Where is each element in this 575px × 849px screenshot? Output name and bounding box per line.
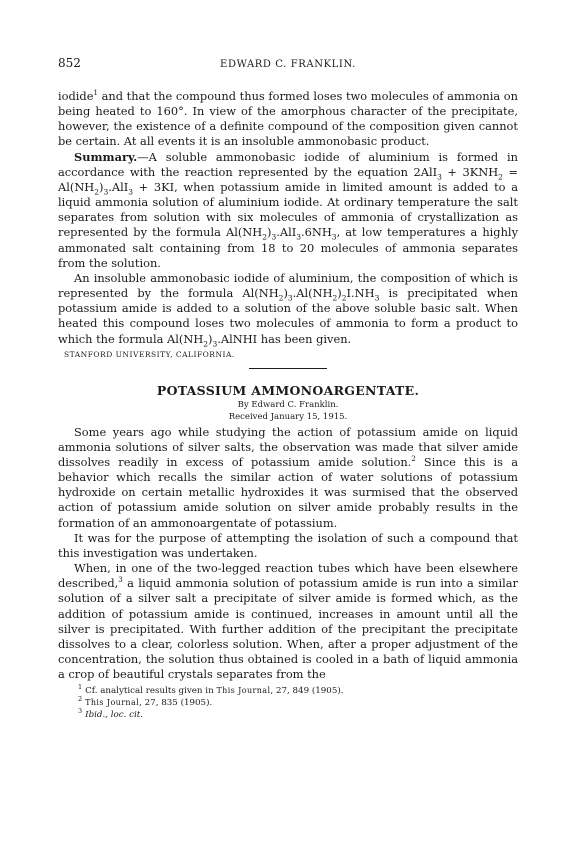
affiliation: STANFORD UNIVERSITY, CALIFORNIA. <box>64 349 235 359</box>
running-title: EDWARD C. FRANKLIN. <box>220 59 356 70</box>
footnote-1: $^1$ Cf. analytical results given in This Journal, 27, 849 (1905). <box>78 683 344 697</box>
footnotes <box>58 685 518 721</box>
prev-article-paragraph-1: iodide$^1$ and that the compound thus formed loses two molecules of ammonia on being heated to 160°. In view of the amorphous character of the precipitate, however, the existence of a definite compound of the composition given cannot be certain. At all events it is an insoluble ammonobasic product. <box>58 89 518 149</box>
article-paragraph-1: Some years ago while studying the action of potassium amide on liquid ammonia solutions of silver salts, the observation was made that silver amide dissolves readily in excess of potassium amide solution.$^2$ Since this is a behavior which recalls the similar action of water solutions of potassium hydroxide on certain metallic hydroxides it was surmised that the observed action of potassium amide solution on silver amide probably results in the formation of an ammonoargentate of potassium. <box>58 424 518 530</box>
received-date: Received January 15, 1915. <box>228 411 348 422</box>
page-number: 852 <box>58 56 81 70</box>
footnote-3: $^3$ Ibid., loc. cit. <box>78 707 144 721</box>
section-divider <box>249 368 327 369</box>
byline: By Edward C. Franklin. <box>237 399 339 410</box>
running-header <box>58 56 518 71</box>
footnote-ref-2: 2 <box>411 455 416 464</box>
footnote-ref-1: 1 <box>93 89 98 98</box>
summary-label: Summary. <box>74 149 138 164</box>
article-paragraph-3: When, in one of the two-legged reaction tubes which have been elsewhere described,$^3$ a liquid ammonia solution of potassium amide is run into a similar solution of a silver salt a precipitate of silver amide is formed which, as the addition of potassium amide is continued, increases in amount until all the silver is precipitated. With further addition of the precipitant the precipitate dissolves to a clear, colorless solution. When, after a proper adjustment of the concentration, the solution thus obtained is cooled in a bath of liquid ammonia a crop of beautiful crystals separates from the <box>58 561 518 682</box>
article-title: POTASSIUM AMMONOARGENTATE. <box>156 382 420 398</box>
footnote-ref-3: 3 <box>118 576 123 585</box>
footnote-2: $^2$ This Journal, 27, 835 (1905). <box>78 695 213 709</box>
prev-article-paragraph-3: An insoluble ammonobasic iodide of aluminium, the composition of which is represented by the formula $Al(NH_2)_3.Al(NH_2)_2I.NH_3$ is precipitated when potassium amide is added to a solution of the above soluble basic salt. When heated this compound loses two molecules of ammonia to form a product to which the formula $Al(NH_2)_3.AlNHI$ has been given. <box>58 270 518 348</box>
summary-paragraph: Summary.—A soluble ammonobasic iodide of aluminium is formed in accordance with the reaction represented by the equation $2AlI_3 + 3KNH_2 = Al(NH_2)_3.AlI_3 + 3KI$, when potassium amide in limited amount is added to a liquid ammonia solution of aluminium iodide. At ordinary temperature the salt separates from solution with six molecules of ammonia of crystallization as represented by the formula $Al(NH_2)_3.AlI_3.6NH_3$, at low temperatures a highly ammonated salt containing from 18 to 20 molecules of ammonia separates from the solution. <box>58 149 518 270</box>
article-paragraph-2: It was for the purpose of attempting the isolation of such a compound that this investigation was undertaken. <box>58 530 518 560</box>
page <box>58 56 518 721</box>
